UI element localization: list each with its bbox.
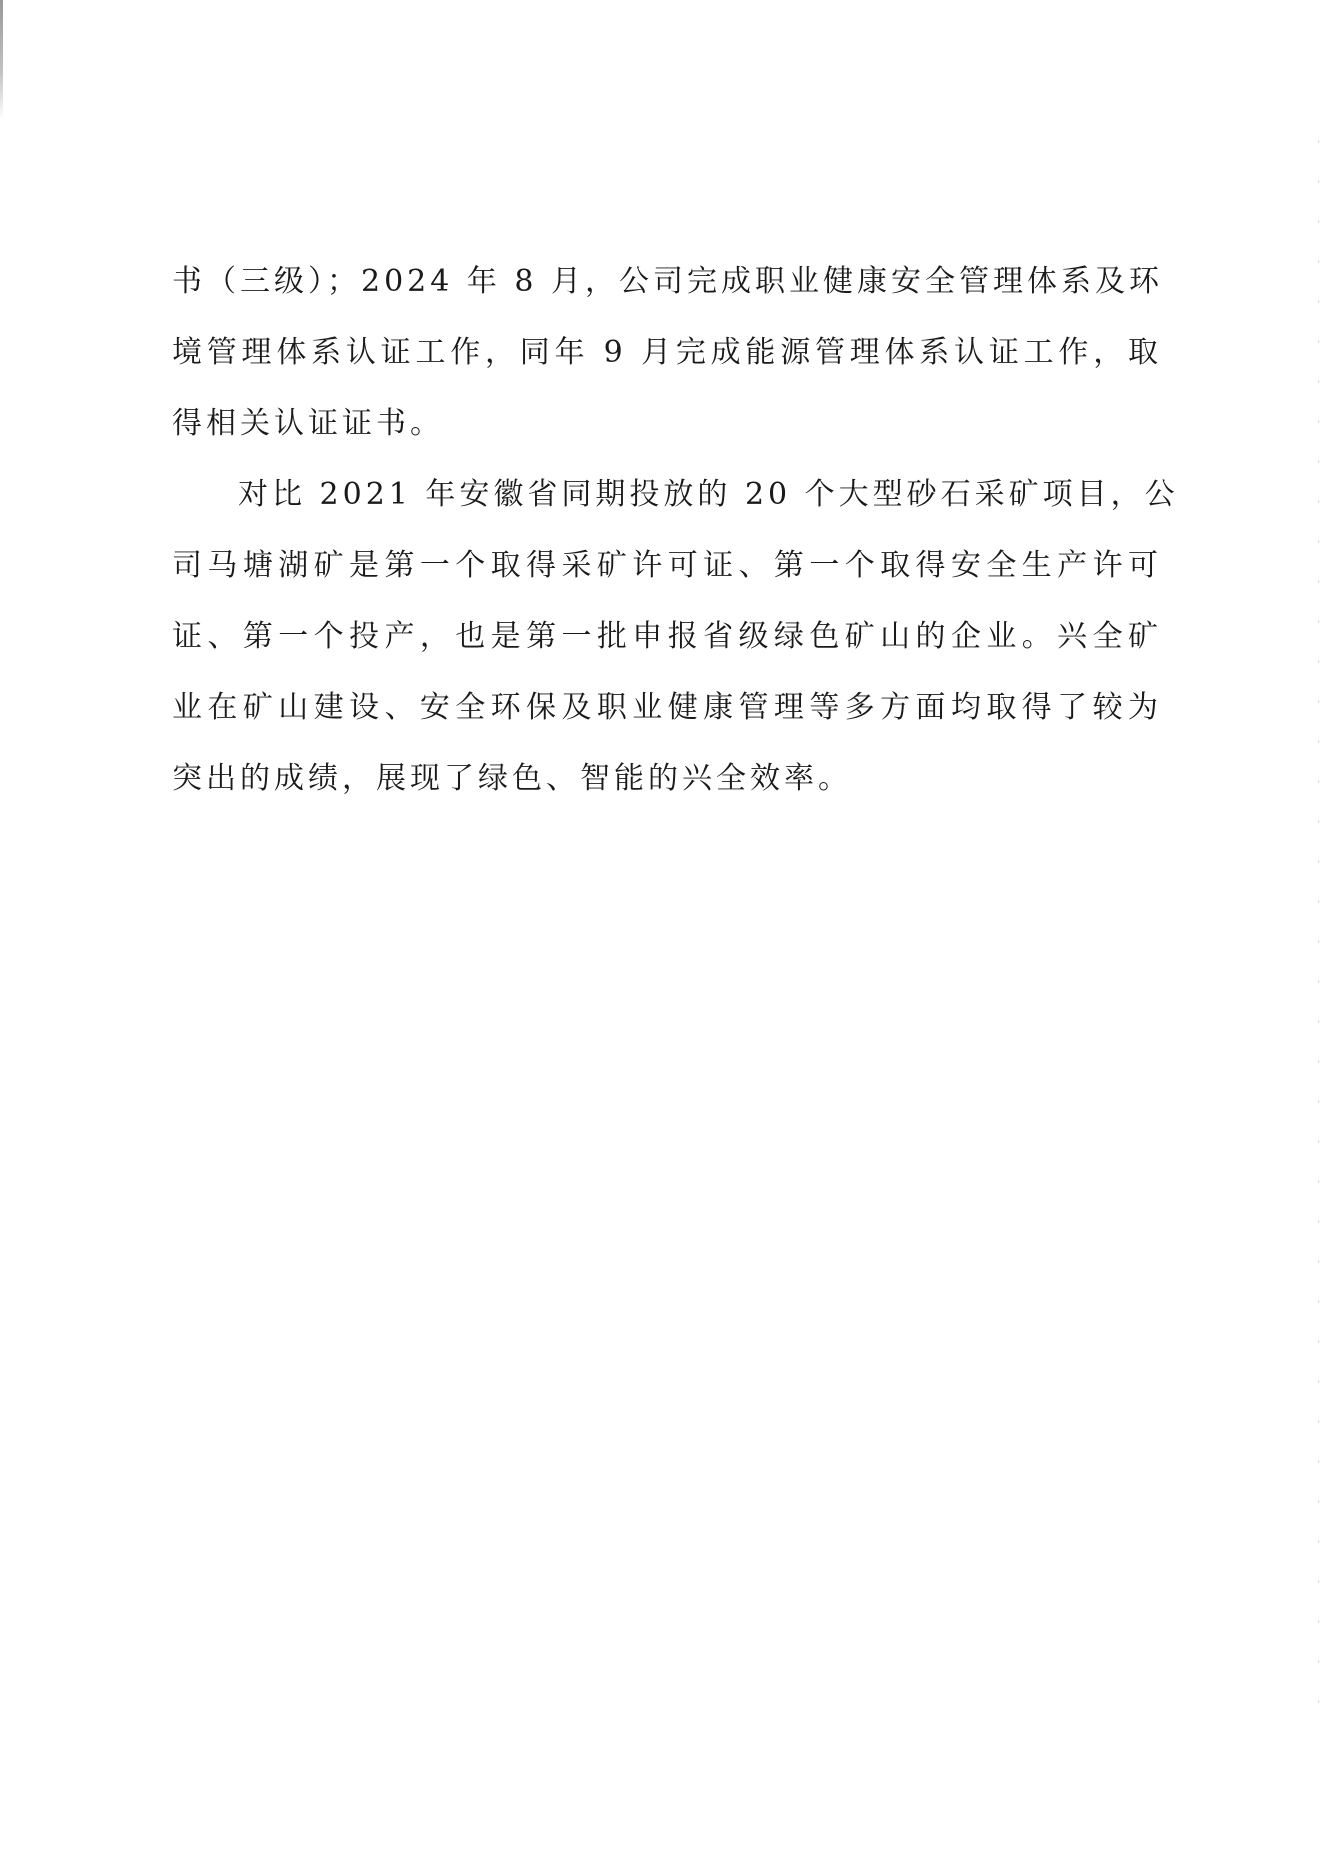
paragraph-line: 得相关认证证书。 <box>172 406 444 441</box>
paragraph-line: 证、第一个投产，也是第一批申报省级绿色矿山的企业。兴全矿 <box>172 619 1162 654</box>
paragraph-continuation <box>172 246 1162 459</box>
paragraph-comparison <box>172 459 1179 814</box>
paragraph-line: 对比 2021 年安徽省同期投放的 20 个大型砂石采矿项目，公 <box>238 477 1179 512</box>
paragraph-line: 境管理体系认证工作，同年 9 月完成能源管理体系认证工作，取 <box>172 335 1162 370</box>
paragraph-line: 突出的成绩，展现了绿色、智能的兴全效率。 <box>172 761 852 796</box>
paragraph-line: 书（三级）；2024 年 8 月，公司完成职业健康安全管理体系及环 <box>172 264 1164 299</box>
paragraph-line: 司马塘湖矿是第一个取得采矿许可证、第一个取得安全生产许可 <box>172 548 1162 583</box>
document-body <box>172 246 1179 814</box>
paragraph-line: 业在矿山建设、安全环保及职业健康管理等多方面均取得了较为 <box>172 690 1162 725</box>
scan-edge-mark-left <box>0 0 3 120</box>
scan-edge-mark-right <box>1318 140 1319 1740</box>
